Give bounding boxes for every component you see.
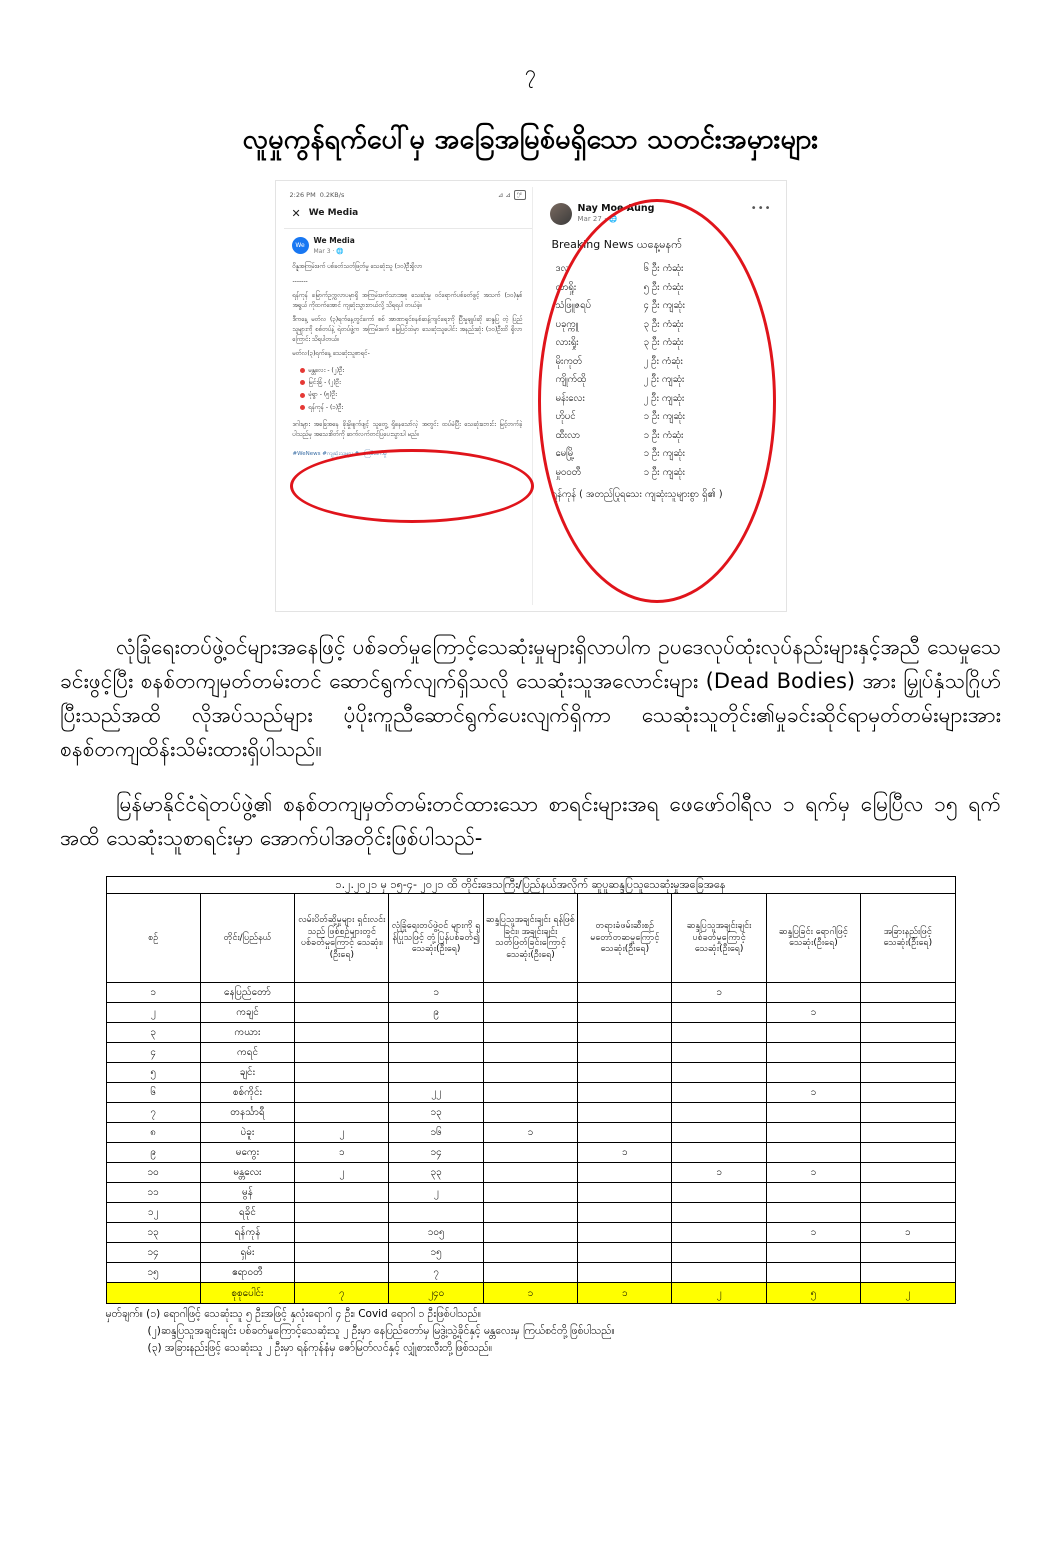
cell-c6 (766, 983, 860, 1003)
table-caption-row (106, 877, 955, 894)
table-row (106, 1143, 955, 1163)
cell-c2: ၁၄ (389, 1143, 483, 1163)
cell-c2: ၇ (389, 1263, 483, 1283)
cell-c2: ၁၃ (389, 1103, 483, 1123)
table-total-row (106, 1283, 955, 1304)
cell-c5 (672, 1123, 766, 1143)
cell-c3 (483, 983, 577, 1003)
cell-c4 (578, 1243, 672, 1263)
avatar: We (292, 237, 309, 254)
township-name: ပခုက္ကူ (555, 318, 579, 330)
cell-c1 (295, 1263, 389, 1283)
cell-state: ရန်ကုန် (200, 1223, 294, 1243)
cell-c1: ၂ (295, 1163, 389, 1183)
cell-c6 (766, 1043, 860, 1063)
cell-total-c6: ၅ (766, 1283, 860, 1304)
township-name: ဟိုပင် (555, 411, 576, 423)
cell-state: နေပြည်တော် (200, 983, 294, 1003)
list-item (300, 390, 523, 399)
facebook-post-left (284, 187, 533, 605)
township-name: မှုဝဝတီ (555, 466, 581, 478)
cell-c5 (672, 1143, 766, 1163)
cell-state: ကယား (200, 1023, 294, 1043)
township-name: လာရှိုး (555, 281, 577, 293)
cell-c3 (483, 1143, 577, 1163)
cell-no: ၅ (106, 1063, 200, 1083)
cell-c1 (295, 1083, 389, 1103)
cell-state: မွန် (200, 1183, 294, 1203)
cell-c6 (766, 1123, 860, 1143)
cell-total-c1: ၇ (295, 1283, 389, 1304)
page-title: လူမှုကွန်ရက်ပေါ်မှ အခြေအမြစ်မရှိသော သတင်းအမှားများ (242, 124, 819, 155)
cell-c4 (578, 1203, 672, 1223)
facebook-post-right (540, 187, 780, 605)
cell-c4 (578, 1063, 672, 1083)
status-data-rate: 0.2KB/s (319, 191, 345, 199)
cell-no: ၁၁ (106, 1183, 200, 1203)
casualty-statistics-table (106, 876, 956, 1304)
signal-icon: ⊿ ⊿ (497, 191, 511, 199)
post-paragraph-2: ဒီကနေ့ မတ်လ (၃)ရက်နေ့တွင်ကော် စစ် အာဏာရှင်စနစ်ဆန့်ကျင်ရေးကို ပြီးမှုချုပ်ဆို ဆန္ဒပြ တဲ့ ပြည်သူများကို စစ်တပ်နဲ့ ရဲတပ်ဖွဲ့က အကြမ်းဖက် မြေပြင်ထဲမှာ သေဆုံးသူပေါင်း အနည်းဆုံး (၁၀)ဦးထိ ရှိလာကြောင်း သိရပါတယ်။ (292, 316, 523, 343)
cell-state: ကရင် (200, 1043, 294, 1063)
cell-c6: ၁ (766, 1003, 860, 1023)
cell-c4: ၁ (578, 1143, 672, 1163)
cell-c5 (672, 1083, 766, 1103)
cell-c3 (483, 1243, 577, 1263)
cell-c5 (672, 1023, 766, 1043)
battery-icon: ၅၈ (514, 190, 526, 200)
cell-c3 (483, 1203, 577, 1223)
footnote-3: (၃) အခြားနည်းဖြင့် သေဆုံးသူ ၂ ဦးမှာ ရန်ကုန်နံမှ ဇော်မြတ်လင်နှင့် လျှုံစားလီးတို့ဖြစ်သည်။ (147, 1341, 493, 1354)
status-time: 2:26 PM (289, 191, 316, 199)
cell-c2 (389, 1203, 483, 1223)
cell-c6: ၁ (766, 1223, 860, 1243)
casualty-bullet-list (284, 364, 532, 412)
table-footnotes (106, 1307, 956, 1356)
cell-c4 (578, 1223, 672, 1243)
cell-c1 (295, 1063, 389, 1083)
township-name: ထီးလာ (555, 429, 580, 441)
township-name: မေမြို့ (555, 448, 575, 460)
author-name[interactable]: We Media (313, 236, 355, 246)
cell-c3: ၁ (483, 1123, 577, 1143)
cell-c4 (578, 1043, 672, 1063)
footnote-2: (၂)ဆန္ဒပြသူအချင်းချင်း ပစ်ခတ်မှုကြောင့်သေဆုံးသူ ၂ ဦးမှာ နေပြည်တော်မှ မြဒွဲ့၊သွဲ့ခိုင်နှင့် မန္တလေးမှ ကြယ်စင်တို့ဖြစ်ပါသည်။ (147, 1325, 615, 1338)
cell-c2: ၂၂ (389, 1083, 483, 1103)
cell-no: ၇ (106, 1103, 200, 1123)
more-options-icon[interactable]: ••• (750, 203, 772, 214)
cell-c1 (295, 983, 389, 1003)
post-topbar (284, 201, 532, 229)
cell-no (106, 1283, 200, 1304)
cell-c1 (295, 1003, 389, 1023)
table-row (106, 1203, 955, 1223)
list-item (556, 464, 770, 483)
list-item-label: မြင်းခြံ - (၂)ဦး (308, 379, 341, 387)
cell-no: ၁၅ (106, 1263, 200, 1283)
cell-c2: ၁၅ (389, 1243, 483, 1263)
cell-c4 (578, 1083, 672, 1103)
post-body (284, 258, 532, 359)
table-row (106, 1063, 955, 1083)
cell-state: မန္တလေး (200, 1163, 294, 1183)
cell-c4 (578, 1023, 672, 1043)
list-item (556, 260, 770, 279)
cell-c3 (483, 1083, 577, 1103)
cell-c7 (861, 1143, 955, 1163)
cell-c7 (861, 1083, 955, 1103)
list-item (556, 445, 770, 464)
post-hashtags[interactable]: #WeNews #ကျဆုံးသူများ #အကြမ်းဖက်မှု (292, 451, 387, 458)
table-row (106, 1243, 955, 1263)
cell-no: ၈ (106, 1123, 200, 1143)
column-header-return-fire: လုံခြုံရေးတပ်ဖွဲ့ဝင် များကို ရှန်ပြုသဖြင့် တုံ့ပြန်ပစ်ခတ်၍ သေဆုံး(ဦးရေ) (389, 894, 483, 983)
cell-state: ချင်း (200, 1063, 294, 1083)
cell-c7 (861, 1243, 955, 1263)
cell-c7 (861, 1263, 955, 1283)
casualty-count: ၂ ဦး ကျဆုံး (643, 392, 685, 404)
list-item (300, 366, 523, 375)
cell-c7 (861, 1003, 955, 1023)
cell-c7: ၁ (861, 1223, 955, 1243)
column-header-arrest-accident: တရားခံဖမ်းဆီးစဉ် မတော်တဆမှုကြောင့် သေဆုံး(ဦးရေ) (578, 894, 672, 983)
post-paragraph-3: မတ်လ(၃)ရက်နေ့ သေဆုံးသူစာရင်- (292, 350, 370, 358)
cell-no: ၉ (106, 1143, 200, 1163)
cell-c2: ၁ (389, 983, 483, 1003)
cell-no: ၁၀ (106, 1163, 200, 1183)
column-header-disease: ဆန္ဒပြခြင်း ရောဂါဖြင့် သေဆုံး(ဦးရေ) (766, 894, 860, 983)
cell-state: မကွေး (200, 1143, 294, 1163)
cell-c7 (861, 1123, 955, 1143)
cell-state: စစ်ကိုင်း (200, 1083, 294, 1103)
cell-c3 (483, 1003, 577, 1023)
casualty-count: ၁ ဦး ကံဆုံး (643, 429, 684, 441)
cell-c3 (483, 1223, 577, 1243)
cell-c4 (578, 1123, 672, 1143)
post-timestamp: Mar 27 · 🌐 (577, 215, 618, 223)
cell-no: ၁ (106, 983, 200, 1003)
list-item (556, 353, 770, 372)
post-separator: ------- (292, 277, 308, 285)
post-footer-note: ရန်ကုန် ( အတည်ပြုရသေး ကျဆုံးသူများစွာ ရှိ၏ ) (551, 489, 723, 501)
cell-c5 (672, 1043, 766, 1063)
cell-c3 (483, 1063, 577, 1083)
social-media-screenshot-collage (275, 180, 787, 612)
casualty-count: ၅ ဦး ကံဆုံး (643, 281, 684, 293)
cell-c4 (578, 1103, 672, 1123)
cell-c4 (578, 983, 672, 1003)
cell-c3 (483, 1043, 577, 1063)
cell-total-label: စုစုပေါင်း (200, 1283, 294, 1304)
cell-c3 (483, 1163, 577, 1183)
table-row (106, 1223, 955, 1243)
casualty-count: ၁ ဦး ကျဆုံး (643, 448, 685, 460)
table-row (106, 1103, 955, 1123)
list-item (556, 279, 770, 298)
list-item-label: မုံရွာ - (၅)ဦး (308, 391, 337, 399)
cell-c2 (389, 1023, 483, 1043)
cell-c6 (766, 1183, 860, 1203)
cell-c6: ၁ (766, 1163, 860, 1183)
cell-c1 (295, 1103, 389, 1123)
cell-no: ၄ (106, 1043, 200, 1063)
cell-c5 (672, 1003, 766, 1023)
cell-c6 (766, 1203, 860, 1223)
cell-c1 (295, 1043, 389, 1063)
column-header-other: အခြားနည်းဖြင့် သေဆုံး(ဦးရေ) (861, 894, 955, 983)
cell-c5 (672, 1263, 766, 1283)
casualty-count: ၃ ဦး ကံဆုံး (643, 318, 684, 330)
list-item (556, 371, 770, 390)
body-paragraph-1: လုံခြုံရေးတပ်ဖွဲ့ဝင်များအနေဖြင့် ပစ်ခတ်မှုကြောင့်သေဆုံးမှုများရှိလာပါက ဥပဒေလုပ်ထုံးလုပ်နည်းများနှင့်အညီ သေမှုသေခင်းဖွင့်ပြီး စနစ်တကျမှတ်တမ်းတင် ဆောင်ရွက်လျက်ရှိသလို သေဆုံးသူအလောင်းများ (Dead Bodies) အား မြှုပ်နှံသဂြိုဟ် ပြီးသည်အထိ လိုအပ်သည်များ ပံ့ပိုးကူညီဆောင်ရွက်ပေးလျက်ရှိကာ သေဆုံးသူတိုင်း၏မှုခင်းဆိုင်ရာမှတ်တမ်းများအား စနစ်တကျထိန်းသိမ်းထားရှိပါသည်။ (60, 635, 1001, 762)
cell-c6 (766, 1103, 860, 1123)
footnote-1: မှတ်ချက်။ (၁) ရောဂါဖြင့် သေဆုံးသူ ၅ ဦးအဖြင့် နှလုံးရောဂါ ၄ ဦး၊ Covid ရောဂါ ၁ ဦးဖြစ်ပါသည်။ (105, 1308, 481, 1321)
cell-c5 (672, 1103, 766, 1123)
post-paragraph-1: ရန်ကုန် မြောက်ဥက္ကလာပမှာရှိ အကြမ်းဖက်သားအစု သေဆုံးမှု ဝင်ရောက်ပစ်ခတ်ဖွင့် အသက် (၁၀)နှစ် အရွယ် ကိုထက်အောင် ကျဆုံးသွားတယ်လို့ သိရရပါ တယ်ခဲ့။ (292, 292, 523, 309)
list-item (556, 427, 770, 446)
list-item (556, 297, 770, 316)
cell-c1 (295, 1023, 389, 1043)
body-paragraph-2: မြန်မာနိုင်ငံရဲတပ်ဖွဲ့၏ စနစ်တကျမှတ်တမ်းတင်ထားသော စာရင်းများအရ ဖေဖော်ဝါရီလ ၁ ရက်မှ မြေပြီလ ၁၅ ရက်အထိ သေဆုံးသူစာရင်းမှာ အောက်ပါအတိုင်းဖြစ်ပါသည်- (60, 792, 1001, 851)
list-item (556, 408, 770, 427)
column-header-protester-infighting: ဆန္ဒပြသူအချင်းချင်း ရန်ဖြစ်ခြင်း၊ အချင်းချင်း သတ်ဖြတ်ခြင်းကြောင့် သေဆုံး(ဦးရေ) (483, 894, 577, 983)
table-row (106, 1163, 955, 1183)
bullet-dot-icon (300, 393, 305, 398)
cell-c7 (861, 1023, 955, 1043)
cell-state: ရှမ်း (200, 1243, 294, 1263)
bullet-dot-icon (300, 380, 305, 385)
casualty-count: ၃ ဦး ကံဆုံး (643, 337, 684, 349)
cell-c4 (578, 1163, 672, 1183)
column-header-roadblock-shooting: လမ်းပိတ်ဆို့မှုများ ရှင်းလင်းသည် ဖြစ်စဉ်များတွင် ပစ်ခတ်မှုကြောင့် သေဆုံး၊(ဦးရေ) (295, 894, 389, 983)
cell-c2 (389, 1043, 483, 1063)
cell-c4 (578, 1183, 672, 1203)
cell-c3 (483, 1103, 577, 1123)
cell-no: ၃ (106, 1023, 200, 1043)
township-name: မန်းလေး (555, 392, 585, 404)
table-header-row (106, 894, 955, 983)
page-number: ၇ (524, 60, 537, 84)
bullet-dot-icon (300, 368, 305, 373)
cell-c2: ၃၃ (389, 1163, 483, 1183)
cell-c4 (578, 1003, 672, 1023)
cell-c6 (766, 1243, 860, 1263)
cell-c7 (861, 1183, 955, 1203)
cell-state: ဧရာဝတီ (200, 1263, 294, 1283)
cell-state: ပဲခူး (200, 1123, 294, 1143)
cell-c5: ၁ (672, 1163, 766, 1183)
cell-c7 (861, 1103, 955, 1123)
document-page (0, 62, 1061, 1562)
bullet-dot-icon (300, 405, 305, 410)
table-row (106, 1043, 955, 1063)
cell-c3 (483, 1183, 577, 1203)
township-name: မိုးကုတ် (555, 355, 582, 367)
column-header-no: စဉ် (106, 894, 200, 983)
cell-c5 (672, 1243, 766, 1263)
casualty-count: ၄ ဦး ကျဆုံး (643, 300, 685, 312)
list-item (556, 390, 770, 409)
cell-no: ၆ (106, 1083, 200, 1103)
cell-total-c4: ၁ (578, 1283, 672, 1304)
cell-c1: ၁ (295, 1143, 389, 1163)
cell-c2: ၁၀၅ (389, 1223, 483, 1243)
cell-c5 (672, 1203, 766, 1223)
township-name: လားရှိုး (555, 337, 579, 349)
list-item-label: ရန်ကုန် - (၁)ဦး (308, 403, 343, 411)
cell-total-c3: ၁ (483, 1283, 577, 1304)
author-name[interactable]: Nay Moe Aung (577, 203, 655, 214)
cell-c1 (295, 1203, 389, 1223)
cell-c5 (672, 1063, 766, 1083)
casualty-count: ၂ ဦး ကျဆုံး (643, 374, 685, 386)
table-caption: ၁.၂.၂၀၂၁ မှ ၁၅-၄- ၂၀၂၁ ထိ တိုင်းဒေသကြီး/ပြည်နယ်အလိုက် ဆူပူဆန္ဒပြသူသေဆုံးမှုအခြေအနေ (106, 877, 955, 894)
cell-c7 (861, 1043, 955, 1063)
table-row (106, 1083, 955, 1103)
cell-c6: ၁ (766, 1083, 860, 1103)
cell-total-c7: ၂ (861, 1283, 955, 1304)
cell-c3 (483, 1023, 577, 1043)
list-item (300, 403, 523, 412)
casualty-count: ၁ ဦး ကျဆုံး (643, 411, 685, 423)
statistics-table-wrapper (106, 876, 956, 1304)
cell-c6 (766, 1143, 860, 1163)
post-author-row (284, 229, 532, 258)
avatar (550, 203, 572, 225)
cell-c4 (578, 1263, 672, 1283)
cell-no: ၁၃ (106, 1223, 200, 1243)
cell-c1 (295, 1223, 389, 1243)
cell-state: ရခိုင် (200, 1203, 294, 1223)
cell-c3 (483, 1263, 577, 1283)
township-name: ကျိုက်ထို (555, 374, 587, 386)
table-row (106, 1003, 955, 1023)
cell-state: ကချင် (200, 1003, 294, 1023)
cell-c7 (861, 1163, 955, 1183)
page-name-label: We Media (308, 207, 359, 218)
casualty-count: ၆ ဦး ကံဆုံး (643, 263, 684, 274)
list-item-label: မန္တလေး - (၂)ဦး (308, 366, 344, 374)
cell-c7 (861, 1203, 955, 1223)
cell-c2 (389, 1063, 483, 1083)
close-icon[interactable]: ✕ (291, 207, 301, 221)
cell-c5 (672, 1223, 766, 1243)
cell-total-c2: ၂၄၀ (389, 1283, 483, 1304)
cell-total-c5: ၂ (672, 1283, 766, 1304)
cell-c6 (766, 1023, 860, 1043)
cell-c1 (295, 1183, 389, 1203)
cell-c7 (861, 983, 955, 1003)
cell-c1 (295, 1243, 389, 1263)
column-header-protester-shooting: ဆန္ဒပြသူအချင်းချင်း ပစ်ခတ်မှုကြောင့် သေဆုံး(ဦးရေ) (672, 894, 766, 983)
cell-c2: ၁၆ (389, 1123, 483, 1143)
column-header-state: တိုင်း/ပြည်နယ် (200, 894, 294, 983)
township-name: ဒလ (555, 263, 570, 274)
table-row (106, 983, 955, 1003)
cell-c7 (861, 1063, 955, 1083)
cell-c5: ၁ (672, 983, 766, 1003)
table-row (106, 1123, 955, 1143)
cell-c2: ၉ (389, 1003, 483, 1023)
table-row (106, 1023, 955, 1043)
township-casualty-list (540, 258, 780, 482)
casualty-count: ၁ ဦး ကျဆုံး (643, 466, 685, 478)
table-row (106, 1263, 955, 1283)
list-item (556, 334, 770, 353)
breaking-news-heading: Breaking News ယနေ့မနက် (551, 238, 683, 251)
cell-no: ၂ (106, 1003, 200, 1023)
cell-state: တနင်္သာရီ (200, 1103, 294, 1123)
cell-no: ၁၂ (106, 1203, 200, 1223)
post-closing-text: ဒဂါးများ အခြေအနေ ခိုးမှိုဖျက်ဖျင့် သူတွေ့ ရှိနေသော်လဲ့ အတွင်း ထပ်မံပြီး သေဆုံးဘေးင်း မြင့်တက်ခဲ့ပါသည်မှ အသေးစိတ်ကို ဆက်လက်တင်ပြပေးသွားပါ မည်။ (292, 420, 523, 438)
list-item (300, 378, 523, 387)
cell-c5 (672, 1183, 766, 1203)
cell-c6 (766, 1263, 860, 1283)
post-headline: ဝိန္နအကြမ်းဖက် ပစ်ခတ်သတ်ဖြတ်မှု သေဆုံးသူ (၁၀)ဦးရှိလာ (292, 263, 423, 271)
township-name: သံဖြူဇရပ် (555, 300, 591, 312)
cell-c6 (766, 1063, 860, 1083)
cell-c1: ၂ (295, 1123, 389, 1143)
cell-c2: ၂ (389, 1183, 483, 1203)
cell-no: ၁၄ (106, 1243, 200, 1263)
post-author-row (540, 187, 780, 225)
casualty-count: ၂ ဦး ကံဆုံး (643, 355, 683, 367)
table-row (106, 1183, 955, 1203)
post-timestamp: Mar 3 · 🌐 (313, 247, 344, 255)
phone-status-bar (284, 187, 532, 201)
list-item (556, 316, 770, 335)
